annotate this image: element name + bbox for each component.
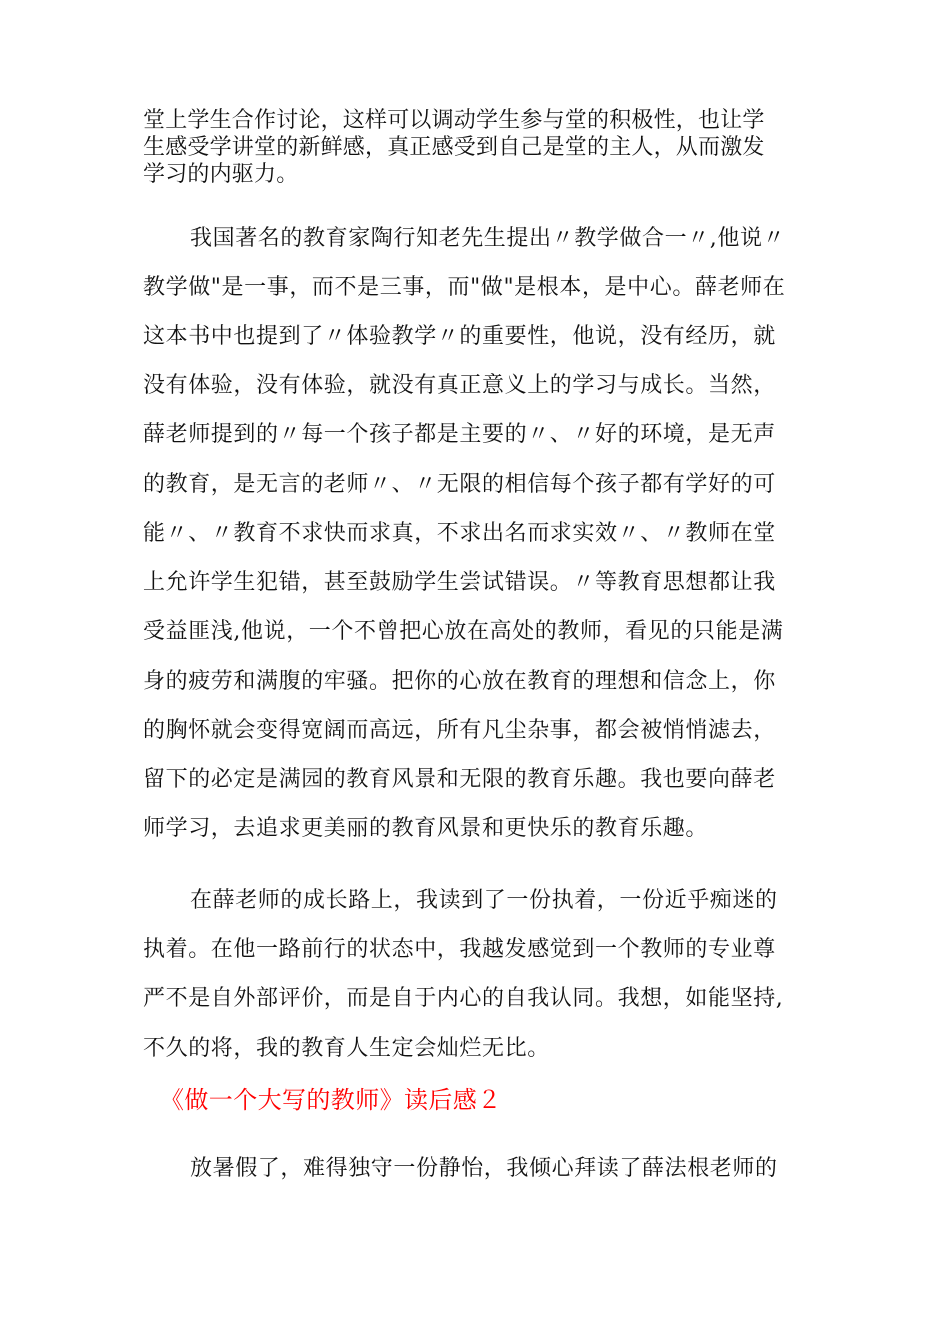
paragraph-line: 没有体验，没有体验，就没有真正意义上的学习与成长。当然， xyxy=(143,373,776,398)
paragraph-line: 执着。在他一路前行的状态中，我越发感觉到一个教师的专业尊 xyxy=(143,937,776,962)
paragraph-line: 师学习，去追求更美丽的教育风景和更快乐的教育乐趣。 xyxy=(143,816,709,841)
paragraph-line: 受益匪浅,他说，一个不曾把心放在高处的教师，看见的只能是满 xyxy=(143,619,784,644)
paragraph-line: 留下的必定是满园的教育风景和无限的教育乐趣。我也要向薛老 xyxy=(143,767,776,792)
paragraph-line: 的教育，是无言的老师〃、〃无限的相信每个孩子都有学好的可 xyxy=(143,472,776,497)
paragraph-line: 生感受学讲堂的新鲜感，真正感受到自己是堂的主人，从而激发 xyxy=(143,135,765,160)
paragraph-line: 学习的内驱力。 xyxy=(143,162,299,187)
paragraph-line: 放暑假了，难得独守一份静怡，我倾心拜读了薛法根老师的 xyxy=(190,1156,778,1181)
paragraph-line: 教学做"是一事，而不是三事，而"做"是根本，是中心。薛老师在 xyxy=(143,275,786,300)
paragraph-line: 上允许学生犯错，甚至鼓励学生尝试错误。〃等教育思想都让我 xyxy=(143,570,776,595)
paragraph-line: 在薛老师的成长路上，我读到了一份执着，一份近乎痴迷的 xyxy=(190,888,778,913)
paragraph-line: 薛老师提到的〃每一个孩子都是主要的〃、〃好的环境，是无声 xyxy=(143,422,776,447)
paragraph-line: 堂上学生合作讨论，这样可以调动学生参与堂的积极性，也让学 xyxy=(143,108,765,133)
paragraph-line: 不久的将，我的教育人生定会灿烂无比。 xyxy=(143,1036,550,1061)
section-heading: 《做一个大写的教师》读后感２ xyxy=(160,1086,502,1114)
paragraph-line: 身的疲劳和满腹的牢骚。把你的心放在教育的理想和信念上，你 xyxy=(143,669,776,694)
paragraph-line: 严不是自外部评价，而是自于内心的自我认同。我想，如能坚持, xyxy=(143,986,784,1011)
paragraph-line: 我国著名的教育家陶行知老先生提出〃教学做合一〃,他说〃 xyxy=(190,226,786,251)
paragraph-line: 能〃、〃教育不求快而求真，不求出名而求实效〃、〃教师在堂 xyxy=(143,521,776,546)
paragraph-line: 这本书中也提到了〃体验教学〃的重要性，他说，没有经历，就 xyxy=(143,324,776,349)
paragraph-line: 的胸怀就会变得宽阔而高远，所有凡尘杂事，都会被悄悄滤去， xyxy=(143,718,776,743)
